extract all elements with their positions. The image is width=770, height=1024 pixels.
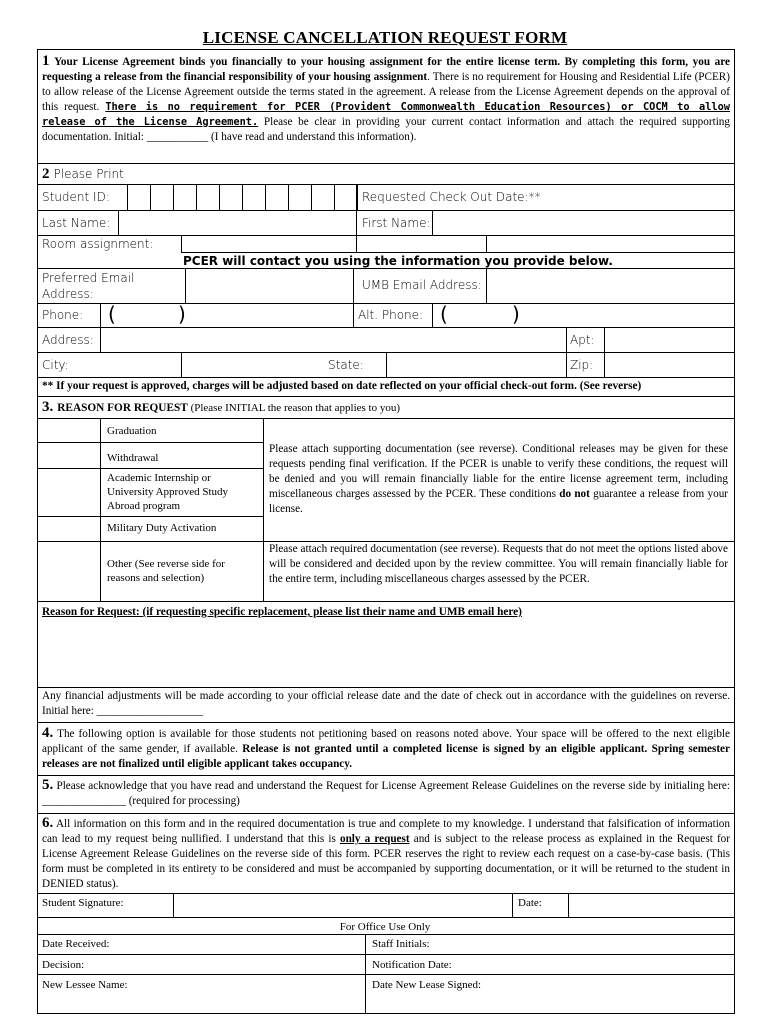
decision-label: Decision: bbox=[42, 959, 85, 971]
section-6-bold: only a request bbox=[339, 833, 410, 845]
section-5 bbox=[42, 778, 730, 809]
conditional-note-emphasis: do not bbox=[559, 488, 590, 500]
umb-email-label: UMB Email Address: bbox=[362, 278, 482, 292]
financial-adjustment-note: Any financial adjustments will be made according to your official release date and the date of check out in accordance with the guidelines on reverse. Initial here: ___________________ bbox=[42, 690, 730, 717]
first-name-label: First Name: bbox=[362, 216, 431, 230]
contact-notice: PCER will contact you using the information you provide below. bbox=[183, 254, 613, 268]
phone-label: Phone: bbox=[42, 308, 84, 322]
section-3-heading bbox=[42, 398, 400, 416]
alt-phone-label: Alt. Phone: bbox=[358, 308, 424, 322]
section-4-number: 4. bbox=[42, 725, 54, 741]
reason-graduation[interactable]: Graduation bbox=[107, 425, 157, 437]
city-label: City: bbox=[42, 358, 69, 372]
new-lessee-label: New Lessee Name: bbox=[42, 979, 128, 991]
section-2-title: Please Print bbox=[53, 167, 124, 181]
section-1-bold: Your License Agreement binds you financially to your housing assignment for the entire license term. By completing this form, you are requesting a release from the financial responsibility of your housing assignment bbox=[42, 56, 730, 83]
section-1-text: . There is no requirement for Housing and Residential Life (PCER) to allow release of the License Agreement outside the terms stated in the agreement. A release from the License Agreement depends on the approval of this request. bbox=[42, 71, 730, 113]
section-6-number: 6. bbox=[42, 815, 54, 831]
section-5-text: Please acknowledge that you have read and understand the Request for License Agreement Release Guidelines on the reverse side by initialing here: _______________ (required for processing) bbox=[42, 780, 730, 807]
section-1-text2: Please be clear in providing your current contact information and attach the required supporting documentation. Initial: ___________ (I have read and understand this information). bbox=[42, 116, 730, 143]
conditional-note-end: guarantee a release from your license. bbox=[269, 488, 729, 515]
reason-military[interactable]: Military Duty Activation bbox=[107, 522, 217, 534]
section-5-number: 5. bbox=[42, 777, 54, 793]
signature-date-field[interactable] bbox=[569, 894, 734, 916]
address-label: Address: bbox=[42, 333, 94, 347]
section-6 bbox=[42, 816, 730, 892]
alt-phone-paren-open: ( bbox=[440, 302, 448, 326]
checkout-date-label: Requested Check Out Date:** bbox=[362, 190, 541, 204]
checkout-footnote: ** If your request is approved, charges will be adjusted based on date reflected on your official check-out form. (See reverse) bbox=[42, 380, 642, 392]
reason-other[interactable]: Other (See reverse side for reasons and selection) bbox=[107, 558, 225, 584]
student-id-label: Student ID: bbox=[42, 190, 110, 204]
phone-paren-open: ( bbox=[108, 302, 116, 326]
section-3-number: 3. bbox=[42, 399, 54, 415]
reason-internship[interactable]: Academic Internship or University Approved Study Abroad program bbox=[107, 472, 228, 512]
page-title: LICENSE CANCELLATION REQUEST FORM bbox=[202, 28, 568, 47]
zip-label: Zip: bbox=[570, 358, 594, 372]
last-name-label: Last Name: bbox=[42, 216, 111, 230]
section-1-number: 1 bbox=[42, 53, 50, 69]
apt-label: Apt: bbox=[570, 333, 595, 347]
preferred-email-label: Preferred Email Address: bbox=[42, 271, 135, 301]
new-lease-signed-label: Date New Lease Signed: bbox=[372, 979, 482, 991]
office-use-heading: For Office Use Only bbox=[339, 921, 431, 933]
section-4-text: The following option is available for those students not petitioning based on reasons noted above. Your space will be offered to the next eligible applicant of the same gender, if available. bbox=[42, 728, 730, 755]
other-note: Please attach required documentation (see reverse). Requests that do not meet the options listed above will be considered and decided upon by the review committee. You will remain financially liable for the entire term, including miscellaneous charges assessed by the PCER. bbox=[269, 543, 728, 585]
alt-phone-paren-close: ) bbox=[512, 302, 520, 326]
reason-withdrawal[interactable]: Withdrawal bbox=[107, 452, 159, 464]
section-4-bold: Release is not granted until a completed license is signed by an eligible applicant. Spring semester releases are not finalized until eligible applicant takes occupancy. bbox=[42, 743, 730, 770]
reason-for-request-field[interactable] bbox=[42, 624, 730, 684]
phone-paren-close: ) bbox=[178, 302, 186, 326]
reason-for-request-heading: Reason for Request: (if requesting specific replacement, please list their name and UMB email here) bbox=[42, 606, 522, 618]
notification-date-label: Notification Date: bbox=[372, 959, 452, 971]
conditional-note-text: Please attach supporting documentation (see reverse). Conditional releases may be given for these requests pending final verification. If the PCER is unable to verify these conditions, the request will be denied and you will remain financially liable for the entire license agreement term, including miscellaneous charges assessed by the PCER. These conditions bbox=[269, 443, 728, 500]
section-1 bbox=[42, 54, 730, 145]
section-2-heading bbox=[42, 165, 124, 183]
conditional-note bbox=[269, 442, 728, 517]
section-2-number: 2 bbox=[42, 166, 50, 182]
section-3-title: REASON FOR REQUEST bbox=[57, 402, 188, 414]
student-signature-label: Student Signature: bbox=[42, 897, 124, 909]
date-label: Date: bbox=[518, 897, 542, 909]
room-assignment-label: Room assignment: bbox=[42, 237, 154, 251]
section-1-notice: There is no requirement for PCER (Provident Commonwealth Education Resources) or COCM to allow release of the License Agreement. bbox=[42, 101, 730, 128]
section-6-text: All information on this form and in the required documentation is true and complete to my knowledge. I understand that falsification of information can lead to my request being nullified. I understand that this is bbox=[42, 818, 730, 845]
student-id-boxes[interactable] bbox=[127, 184, 357, 210]
staff-initials-label: Staff Initials: bbox=[372, 938, 430, 950]
section-6-text2: and is subject to the release process as explained in the Request for License Agreement Release Guidelines on the reverse side of this form. PCER reserves the right to review each request on a case-by-case basis. (This form must be completed in its entirety to be considered and must be accompanied by supporting documentation, or it will be returned to the student in DENIED status). bbox=[42, 833, 730, 890]
section-3-subtitle: (Please INITIAL the reason that applies to you) bbox=[187, 402, 401, 414]
section-4 bbox=[42, 726, 730, 772]
student-signature-field[interactable] bbox=[174, 894, 511, 916]
state-label: State: bbox=[328, 358, 364, 372]
date-received-label: Date Received: bbox=[42, 938, 110, 950]
